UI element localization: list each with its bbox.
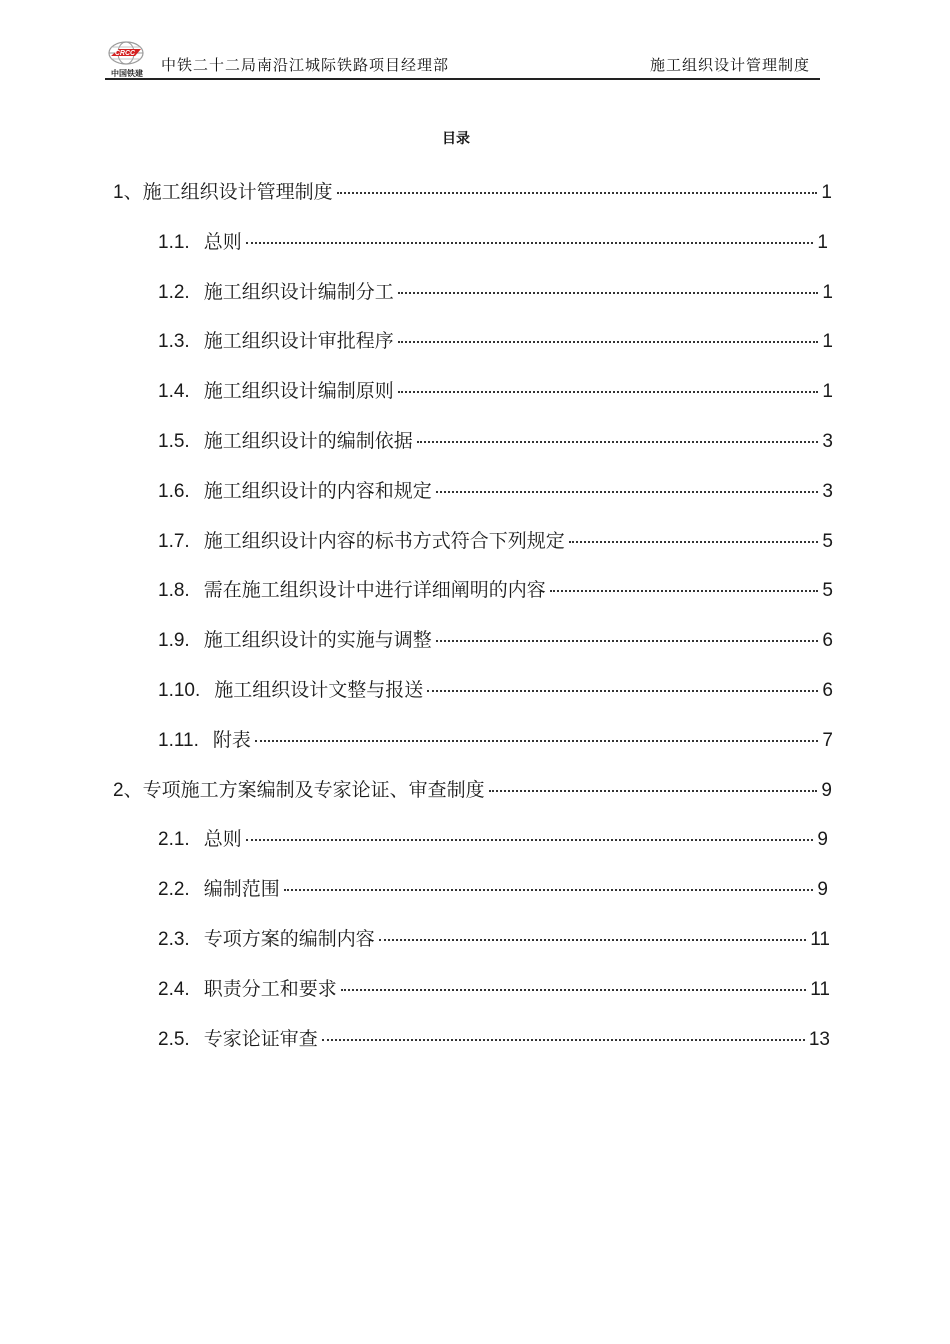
toc-entry[interactable] bbox=[158, 628, 833, 654]
toc-entry[interactable] bbox=[158, 529, 833, 555]
toc-dot-leader bbox=[255, 734, 819, 742]
toc-dot-leader bbox=[436, 634, 819, 642]
toc-entry[interactable] bbox=[113, 778, 832, 804]
toc-entry-text: 施工组织设计管理制度 bbox=[142, 181, 333, 203]
toc-entry-text: 需在施工组织设计中进行详细阐明的内容 bbox=[203, 579, 546, 601]
toc-entry-text: 专项施工方案编制及专家论证、审查制度 bbox=[142, 779, 485, 801]
toc-entry-number: 1.5. bbox=[158, 431, 190, 452]
toc-entry-text: 施工组织设计编制原则 bbox=[203, 380, 394, 402]
toc-dot-leader bbox=[436, 485, 819, 493]
page-header bbox=[105, 40, 820, 80]
toc-entry-page: 13 bbox=[808, 1029, 830, 1050]
toc-entry-page: 1 bbox=[817, 232, 828, 253]
toc-entry-page: 1 bbox=[822, 331, 833, 352]
toc-entry[interactable] bbox=[158, 927, 830, 953]
toc-dot-leader bbox=[398, 286, 819, 294]
toc-dot-leader bbox=[379, 933, 807, 941]
svg-text:CRCC: CRCC bbox=[114, 50, 136, 57]
header-organization: 中铁二十二局南沿江城际铁路项目经理部 bbox=[161, 56, 450, 74]
toc-entry[interactable] bbox=[158, 379, 833, 405]
toc-entry-number: 2.1. bbox=[158, 829, 190, 850]
header-divider bbox=[105, 78, 820, 80]
toc-entry-text: 总则 bbox=[203, 828, 242, 850]
toc-entry-text: 施工组织设计文整与报送 bbox=[214, 679, 424, 701]
toc-entry-page: 6 bbox=[822, 680, 833, 701]
toc-dot-leader bbox=[569, 535, 819, 543]
toc-dot-leader bbox=[322, 1033, 805, 1041]
toc-entry-text: 专项方案的编制内容 bbox=[203, 928, 375, 950]
toc-entry[interactable] bbox=[158, 678, 833, 704]
toc-entry[interactable] bbox=[158, 230, 828, 256]
toc-entry-number: 1.2. bbox=[158, 282, 190, 303]
toc-entry-text: 附表 bbox=[212, 729, 251, 751]
logo-label: 中国铁建 bbox=[111, 69, 143, 78]
toc-entry-text: 施工组织设计编制分工 bbox=[203, 281, 394, 303]
toc-entry[interactable] bbox=[158, 329, 833, 355]
toc-dot-leader bbox=[337, 186, 818, 194]
toc-entry-page: 9 bbox=[817, 879, 828, 900]
toc-entry[interactable] bbox=[158, 578, 833, 604]
toc-entry-page: 11 bbox=[810, 979, 830, 1000]
toc-entry-text: 专家论证审查 bbox=[203, 1028, 318, 1050]
toc-dot-leader bbox=[246, 236, 814, 244]
toc-entry-number: 1.7. bbox=[158, 531, 190, 552]
toc-entry-page: 1 bbox=[822, 381, 833, 402]
toc-entry-page: 3 bbox=[822, 481, 833, 502]
toc-entry-page: 3 bbox=[822, 431, 833, 452]
toc-entry-number: 1.4. bbox=[158, 381, 190, 402]
toc-entry-number: 2.5. bbox=[158, 1029, 190, 1050]
toc-entry-text: 总则 bbox=[203, 231, 242, 253]
toc-entry[interactable] bbox=[158, 827, 828, 853]
toc-entry-text: 施工组织设计的内容和规定 bbox=[203, 480, 432, 502]
toc-entry-number: 1、 bbox=[113, 182, 143, 203]
toc-dot-leader bbox=[246, 833, 814, 841]
toc-entry-number: 2.2. bbox=[158, 879, 190, 900]
toc-entry-page: 1 bbox=[821, 182, 832, 203]
toc-entry[interactable] bbox=[158, 728, 833, 754]
toc-entry-number: 1.1. bbox=[158, 232, 190, 253]
toc-entry[interactable] bbox=[158, 429, 833, 455]
toc-entry-number: 2.4. bbox=[158, 979, 190, 1000]
toc-entry-page: 5 bbox=[822, 531, 833, 552]
toc-entry-page: 11 bbox=[810, 929, 830, 950]
header-document-title: 施工组织设计管理制度 bbox=[649, 56, 810, 74]
toc-entry-text: 施工组织设计内容的标书方式符合下列规定 bbox=[203, 530, 565, 552]
toc-dot-leader bbox=[550, 584, 819, 592]
toc-dot-leader bbox=[427, 684, 818, 692]
toc-entry-text: 施工组织设计审批程序 bbox=[203, 330, 394, 352]
toc-dot-leader bbox=[284, 883, 814, 891]
toc-entry-text: 施工组织设计的实施与调整 bbox=[203, 629, 432, 651]
toc-entry[interactable] bbox=[113, 180, 832, 206]
toc-entry[interactable] bbox=[158, 1027, 830, 1053]
toc-entry[interactable] bbox=[158, 877, 828, 903]
toc-entry-text: 职责分工和要求 bbox=[203, 978, 337, 1000]
toc-entry-number: 1.10. bbox=[158, 680, 201, 701]
toc-entry-page: 9 bbox=[821, 780, 832, 801]
toc-dot-leader bbox=[417, 435, 819, 443]
toc-entry-number: 1.3. bbox=[158, 331, 190, 352]
toc-entry-page: 5 bbox=[822, 580, 833, 601]
toc-entry-number: 1.9. bbox=[158, 630, 190, 651]
toc-dot-leader bbox=[489, 784, 818, 792]
toc-dot-leader bbox=[341, 983, 807, 991]
toc-entry-number: 1.8. bbox=[158, 580, 190, 601]
toc-entry[interactable] bbox=[158, 280, 833, 306]
crcc-logo-icon bbox=[105, 40, 147, 78]
toc-entry-number: 2、 bbox=[113, 780, 143, 801]
toc-entry-text: 施工组织设计的编制依据 bbox=[203, 430, 413, 452]
toc-entry[interactable] bbox=[158, 479, 833, 505]
toc-entry-text: 编制范围 bbox=[203, 878, 280, 900]
toc-entry-number: 1.11. bbox=[158, 730, 199, 751]
toc-dot-leader bbox=[398, 385, 819, 393]
toc-title: 目录 bbox=[442, 131, 470, 147]
toc-entry-page: 6 bbox=[822, 630, 833, 651]
toc-entry-number: 1.6. bbox=[158, 481, 190, 502]
toc-entry-page: 1 bbox=[822, 282, 833, 303]
toc-entry-number: 2.3. bbox=[158, 929, 190, 950]
toc-entry-page: 9 bbox=[817, 829, 828, 850]
toc-dot-leader bbox=[398, 335, 819, 343]
toc-entry[interactable] bbox=[158, 977, 830, 1003]
toc-entry-page: 7 bbox=[822, 730, 833, 751]
